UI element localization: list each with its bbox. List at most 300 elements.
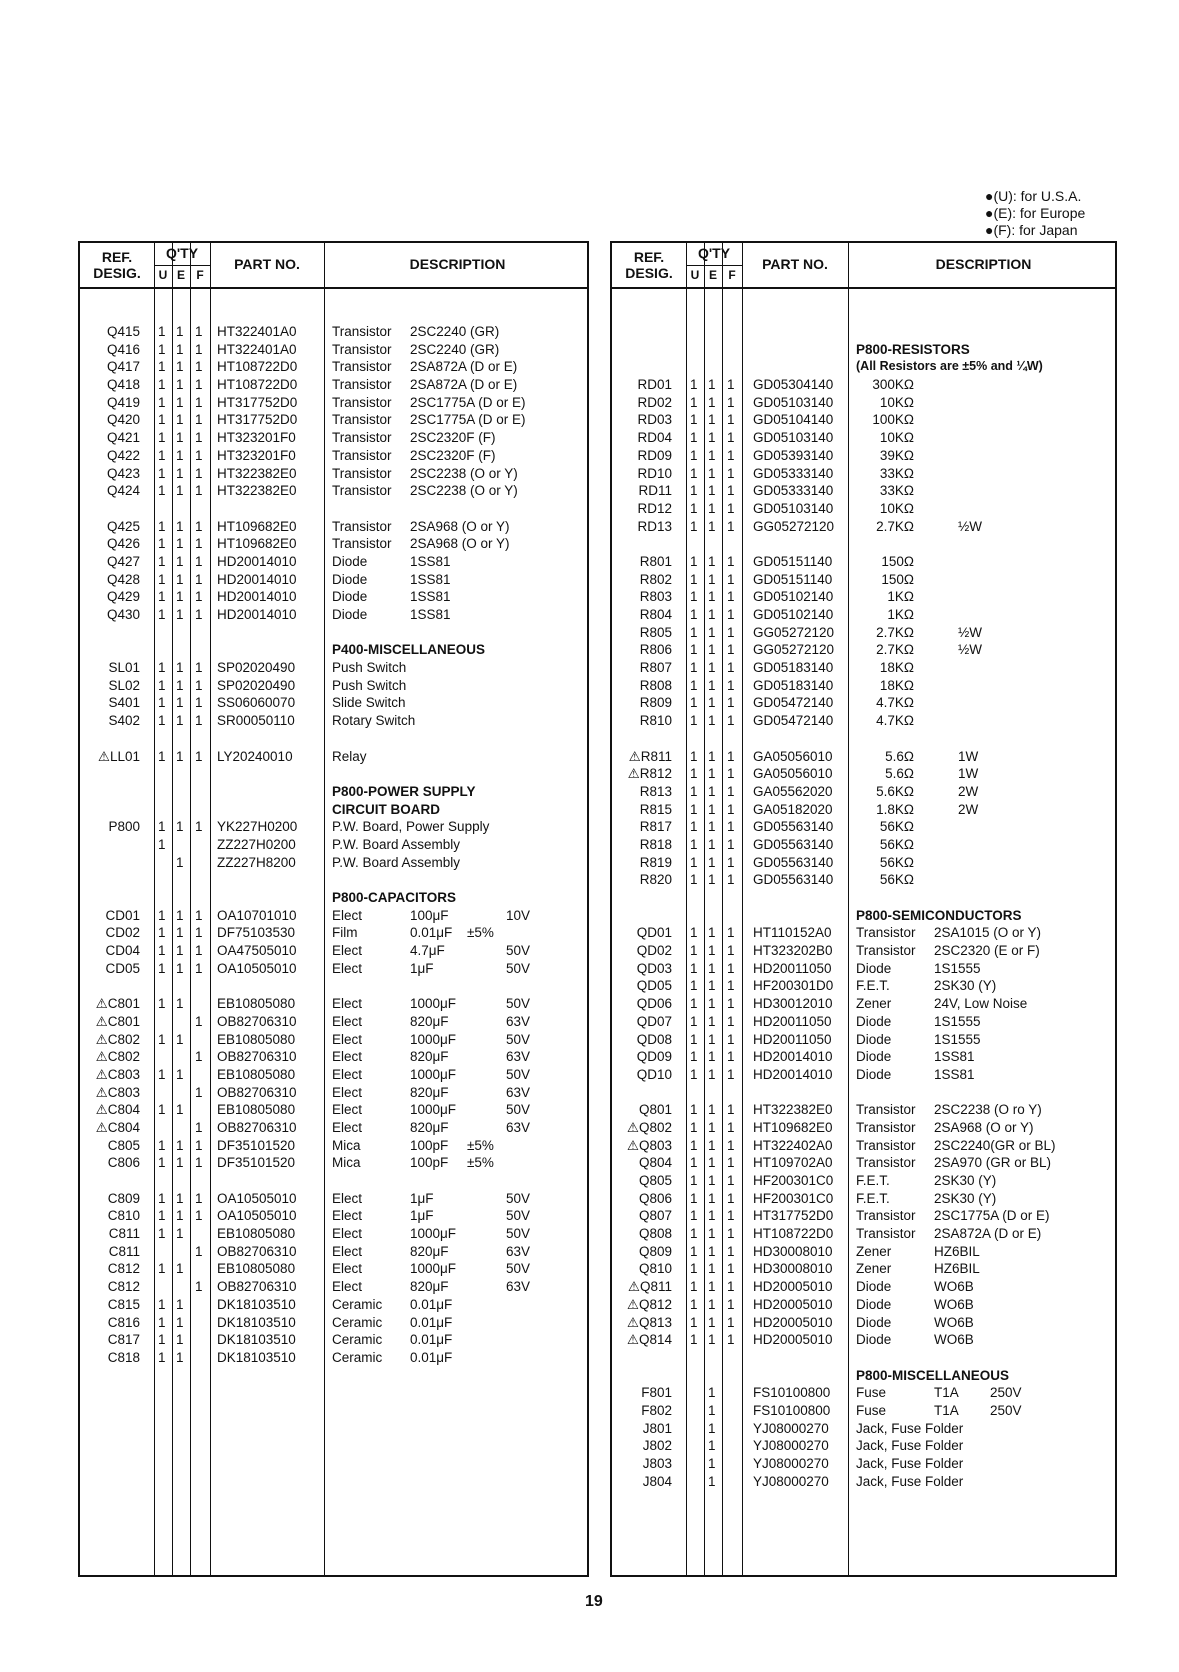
desc-type-cell: 2.7KΩ — [876, 624, 914, 640]
desc-type-cell: Mica — [332, 1137, 361, 1153]
qty-e-cell: 1 — [708, 660, 716, 676]
part-row — [80, 1031, 587, 1049]
header-part-no: PART NO. — [234, 256, 300, 272]
qty-e-cell: 1 — [176, 1137, 184, 1153]
qty-u-cell: 1 — [158, 430, 166, 446]
qty-e-cell: 1 — [176, 996, 184, 1012]
qty-f-cell: 1 — [727, 518, 735, 534]
qty-f-cell: 1 — [727, 854, 735, 870]
desc-type-cell: P.W. Board, Power Supply — [332, 819, 490, 835]
desc-type-cell: Diode — [856, 1279, 892, 1295]
ref-cell: Q423 — [106, 465, 140, 481]
desc-value-cell: 2SA968 (O or Y) — [410, 518, 510, 534]
qty-f-cell: 1 — [195, 1084, 203, 1100]
qty-f-cell: 1 — [727, 836, 735, 852]
desc-type-cell: Elect — [332, 1243, 363, 1259]
desc-type-cell: Diode — [856, 1296, 892, 1312]
ref-cell: RD13 — [637, 518, 672, 534]
desc-type-cell: Transistor — [332, 430, 392, 446]
desc-type-cell: 5.6Ω — [885, 766, 914, 782]
ref-cell: Q807 — [638, 1208, 672, 1224]
part-no-cell: DF35101520 — [217, 1137, 296, 1153]
part-no-cell: EB10805080 — [217, 1066, 296, 1082]
qty-e-cell: 1 — [708, 553, 716, 569]
section-title: P800-MISCELLANEOUS — [856, 1367, 1010, 1383]
desc-type-cell: 33KΩ — [879, 483, 914, 499]
desc-value-cell: 2SK30 (Y) — [934, 1190, 997, 1206]
qty-f-cell: 1 — [195, 483, 203, 499]
qty-u-cell: 1 — [690, 465, 698, 481]
part-row — [612, 836, 1115, 854]
part-no-cell: GD05563140 — [753, 872, 834, 888]
qty-u-cell: 1 — [158, 324, 166, 339]
qty-e-cell: 1 — [176, 430, 184, 446]
ref-cell: C805 — [107, 1137, 140, 1153]
qty-u-cell: 1 — [158, 536, 166, 552]
qty-f-cell: 1 — [195, 819, 203, 835]
desc-type-cell: Diode — [332, 589, 368, 605]
desc-voltage-cell: 63V — [506, 1119, 531, 1135]
ref-cell: R804 — [639, 607, 672, 622]
part-no-cell: FS10100800 — [753, 1385, 831, 1401]
qty-e-cell: 1 — [176, 607, 184, 622]
parts-table-right — [610, 241, 1117, 1577]
part-row — [80, 677, 587, 695]
desc-value-cell: 2SC2238 (O or Y) — [410, 465, 518, 481]
qty-f-cell: 1 — [727, 607, 735, 622]
ref-cell: R817 — [639, 819, 672, 835]
ref-cell: QD03 — [636, 960, 672, 976]
qty-f-cell: 1 — [727, 766, 735, 782]
qty-u-cell: 1 — [158, 1349, 166, 1365]
qty-e-cell: 1 — [708, 960, 716, 976]
desc-type-cell: Diode — [332, 607, 368, 622]
qty-f-cell: 1 — [195, 660, 203, 676]
part-no-cell: HF200301D0 — [753, 978, 834, 994]
qty-f-cell: 1 — [195, 1190, 203, 1206]
desc-type-cell: Jack, Fuse Folder — [856, 1420, 964, 1436]
header-description: DESCRIPTION — [935, 256, 1032, 272]
desc-type-cell: 4.7KΩ — [876, 695, 914, 711]
section-heading — [80, 801, 587, 819]
part-no-cell: OA10505010 — [217, 1190, 297, 1206]
desc-value-cell: 100μF — [410, 907, 449, 923]
section-heading — [80, 889, 587, 907]
desc-voltage-cell: 63V — [506, 1279, 531, 1295]
part-no-cell: DK18103510 — [217, 1332, 296, 1348]
desc-voltage-cell: 63V — [506, 1049, 531, 1065]
ref-cell: J801 — [642, 1420, 672, 1436]
ref-cell: QD06 — [636, 996, 672, 1012]
header-part-no: PART NO. — [762, 256, 828, 272]
part-no-cell: DK18103510 — [217, 1296, 296, 1312]
part-no-cell: EB10805080 — [217, 1261, 296, 1277]
part-no-cell: HD20014010 — [217, 589, 297, 605]
ref-cell: J804 — [642, 1473, 672, 1489]
desc-type-cell: Transistor — [332, 359, 392, 375]
qty-u-cell: 1 — [690, 677, 698, 693]
spacer-row — [612, 1084, 1115, 1102]
qty-f-cell: 1 — [727, 571, 735, 587]
part-row — [612, 712, 1115, 730]
qty-f-cell: 1 — [727, 377, 735, 393]
qty-u-cell: 1 — [690, 766, 698, 782]
desc-value-cell: 0.01μF — [410, 1332, 453, 1348]
qty-e-cell: 1 — [176, 1102, 184, 1118]
part-no-cell: HT322402A0 — [753, 1137, 833, 1153]
qty-e-cell: 1 — [176, 341, 184, 357]
desc-value-cell: 2SA872A (D or E) — [410, 377, 518, 393]
ref-cell: Q425 — [106, 518, 140, 534]
desc-type-cell: Transistor — [332, 341, 392, 357]
part-row — [612, 1013, 1115, 1031]
desc-type-cell: Elect — [332, 1066, 363, 1082]
part-row — [80, 960, 587, 978]
qty-f-cell: 1 — [195, 1013, 203, 1029]
ref-cell: C817 — [107, 1332, 140, 1348]
rows-right — [612, 323, 1115, 1490]
desc-type-cell: Diode — [856, 1314, 892, 1330]
desc-type-cell: Transistor — [332, 447, 392, 463]
desc-value-cell: 1S1555 — [934, 960, 981, 976]
legend-japan: ●(F): for Japan — [985, 222, 1078, 238]
qty-u-cell: 1 — [158, 1190, 166, 1206]
ref-cell: ⚠Q812 — [626, 1296, 672, 1312]
desc-type-cell: Push Switch — [332, 660, 407, 676]
part-row — [612, 854, 1115, 872]
part-no-cell: SS06060070 — [217, 695, 296, 711]
qty-e-cell: 1 — [176, 394, 184, 410]
qty-e-cell: 1 — [176, 536, 184, 552]
part-no-cell: GA05182020 — [753, 801, 833, 817]
desc-type-cell: 56KΩ — [879, 819, 914, 835]
ref-cell: J802 — [642, 1438, 672, 1454]
header-qty: Q'TY — [697, 245, 731, 261]
qty-u-cell: 1 — [158, 607, 166, 622]
desc-value-cell: HZ6BIL — [934, 1243, 980, 1259]
qty-u-cell: 1 — [690, 447, 698, 463]
part-row — [612, 1296, 1115, 1314]
qty-e-cell: 1 — [708, 1243, 716, 1259]
desc-type-cell: 150Ω — [881, 553, 914, 569]
part-row — [612, 411, 1115, 429]
qty-e-cell: 1 — [708, 1102, 716, 1118]
desc-value-cell: 1000μF — [410, 1102, 457, 1118]
qty-f-cell: 1 — [727, 1137, 735, 1153]
qty-f-cell: 1 — [727, 412, 735, 428]
part-no-cell: HD20014010 — [753, 1049, 833, 1065]
ref-cell: J803 — [642, 1456, 672, 1471]
desc-value-cell: 2SC1775A (D or E) — [934, 1208, 1050, 1224]
desc-value-cell: 2SC2240 (GR) — [410, 341, 500, 357]
ref-cell: C806 — [107, 1155, 140, 1171]
desc-type-cell: Jack, Fuse Folder — [856, 1438, 964, 1454]
qty-u-cell: 1 — [158, 553, 166, 569]
qty-u-cell: 1 — [690, 518, 698, 534]
qty-u-cell: 1 — [690, 1155, 698, 1171]
ref-cell: CD04 — [105, 943, 140, 959]
part-row — [612, 1225, 1115, 1243]
part-no-cell: GA05562020 — [753, 783, 833, 799]
desc-value-cell: 2SA968 (O or Y) — [934, 1119, 1034, 1135]
qty-u-cell: 1 — [690, 713, 698, 729]
part-row — [80, 1260, 587, 1278]
ref-cell: Q420 — [106, 412, 140, 428]
desc-type-cell: 56KΩ — [879, 836, 914, 852]
qty-u-cell: 1 — [690, 624, 698, 640]
part-no-cell: OB82706310 — [217, 1013, 297, 1029]
qty-u-cell: 1 — [690, 1261, 698, 1277]
qty-f-cell: 1 — [727, 447, 735, 463]
part-row — [612, 376, 1115, 394]
ref-cell: QD08 — [636, 1031, 672, 1047]
desc-type-cell: Zener — [856, 1243, 892, 1259]
desc-value-cell: WO6B — [934, 1296, 974, 1312]
part-no-cell: GD05151140 — [753, 553, 833, 569]
qty-u-cell: 1 — [158, 748, 166, 764]
part-no-cell: HD20014010 — [753, 1066, 833, 1082]
qty-e-cell: 1 — [708, 589, 716, 605]
header-f: F — [196, 268, 204, 282]
desc-voltage-cell: 50V — [506, 1190, 531, 1206]
qty-e-cell: 1 — [708, 1314, 716, 1330]
qty-f-cell: 1 — [727, 1190, 735, 1206]
desc-type-cell: Diode — [856, 960, 892, 976]
part-no-cell: GD05563140 — [753, 819, 834, 835]
section-title: P400-MISCELLANEOUS — [332, 642, 486, 658]
part-no-cell: GD05102140 — [753, 589, 834, 605]
ref-cell: RD12 — [637, 500, 672, 516]
desc-voltage-cell: 50V — [506, 1031, 531, 1047]
qty-f-cell: 1 — [195, 412, 203, 428]
ref-cell: ⚠Q802 — [626, 1119, 672, 1135]
desc-type-cell: Transistor — [856, 1102, 916, 1118]
qty-u-cell: 1 — [158, 341, 166, 357]
part-row — [612, 1331, 1115, 1349]
qty-u-cell: 1 — [158, 943, 166, 959]
qty-u-cell: 1 — [158, 713, 166, 729]
desc-type-cell: Transistor — [332, 324, 392, 339]
qty-u-cell: 1 — [690, 1119, 698, 1135]
qty-f-cell: 1 — [727, 1314, 735, 1330]
qty-f-cell: 1 — [195, 1243, 203, 1259]
desc-value-cell: HZ6BIL — [934, 1261, 980, 1277]
spacer-row — [80, 871, 587, 889]
desc-value-cell: 1000μF — [410, 996, 457, 1012]
parts-table-left — [78, 241, 589, 1577]
spacer-row — [80, 1172, 587, 1190]
qty-u-cell: 1 — [158, 394, 166, 410]
page-number: 19 — [585, 1593, 603, 1610]
ref-cell: Q427 — [106, 553, 140, 569]
qty-u-cell: 1 — [690, 1013, 698, 1029]
qty-e-cell: 1 — [708, 1066, 716, 1082]
ref-cell: QD09 — [636, 1049, 672, 1065]
part-no-cell: GG05272120 — [753, 624, 835, 640]
desc-type-cell: Transistor — [332, 483, 392, 499]
qty-e-cell: 1 — [708, 377, 716, 393]
part-row — [80, 818, 587, 836]
desc-voltage-cell: 50V — [506, 996, 531, 1012]
desc-value-cell: 820μF — [410, 1279, 449, 1295]
desc-type-cell: Elect — [332, 1279, 363, 1295]
qty-f-cell: 1 — [727, 713, 735, 729]
ref-cell: ⚠C802 — [95, 1031, 140, 1047]
qty-e-cell: 1 — [708, 1296, 716, 1312]
qty-e-cell: 1 — [176, 571, 184, 587]
qty-u-cell: 1 — [690, 960, 698, 976]
ref-cell: ⚠C802 — [95, 1049, 140, 1065]
part-no-cell: ZZ227H8200 — [217, 854, 296, 870]
desc-value-cell: 2SA968 (O or Y) — [410, 536, 510, 552]
desc-value-cell: 2SA872A (D or E) — [934, 1226, 1042, 1242]
desc-value-cell: 2SC1775A (D or E) — [410, 394, 526, 410]
ref-cell: Q426 — [106, 536, 140, 552]
qty-u-cell: 1 — [690, 607, 698, 622]
ref-cell: QD07 — [636, 1013, 672, 1029]
desc-type-cell: Elect — [332, 996, 363, 1012]
qty-f-cell: 1 — [727, 500, 735, 516]
qty-u-cell: 1 — [690, 925, 698, 941]
desc-type-cell: Transistor — [856, 925, 916, 941]
qty-u-cell: 1 — [158, 836, 166, 852]
qty-e-cell: 1 — [708, 1385, 716, 1401]
qty-e-cell: 1 — [708, 642, 716, 658]
part-no-cell: HD20014010 — [217, 553, 297, 569]
qty-f-cell: 1 — [195, 518, 203, 534]
part-row — [612, 447, 1115, 465]
qty-e-cell: 1 — [708, 1208, 716, 1224]
ref-cell: Q806 — [638, 1190, 672, 1206]
qty-u-cell: 1 — [690, 1296, 698, 1312]
qty-u-cell: 1 — [158, 1296, 166, 1312]
qty-e-cell: 1 — [176, 960, 184, 976]
qty-u-cell: 1 — [158, 1031, 166, 1047]
part-row — [612, 995, 1115, 1013]
desc-type-cell: 100KΩ — [872, 412, 914, 428]
desc-type-cell: 1KΩ — [887, 607, 914, 622]
part-row — [612, 1137, 1115, 1155]
part-no-cell: OB82706310 — [217, 1243, 297, 1259]
qty-f-cell: 1 — [727, 1066, 735, 1082]
desc-type-cell: 39KΩ — [879, 447, 914, 463]
part-row — [612, 1260, 1115, 1278]
desc-type-cell: 2.7KΩ — [876, 518, 914, 534]
ref-cell: QD10 — [636, 1066, 672, 1082]
part-row — [612, 1402, 1115, 1420]
part-row — [80, 341, 587, 359]
part-row — [612, 1384, 1115, 1402]
qty-e-cell: 1 — [708, 1420, 716, 1436]
qty-f-cell: 1 — [195, 925, 203, 941]
ref-cell: Q416 — [106, 341, 140, 357]
part-row — [80, 1278, 587, 1296]
qty-e-cell: 1 — [708, 872, 716, 888]
desc-type-cell: Ceramic — [332, 1349, 383, 1365]
part-no-cell: HT108722D0 — [217, 359, 298, 375]
ref-cell: QD01 — [636, 925, 672, 941]
spacer-row — [612, 889, 1115, 907]
part-row — [80, 1296, 587, 1314]
section-title: P800-SEMICONDUCTORS — [856, 907, 1022, 923]
desc-value-cell: 820μF — [410, 1119, 449, 1135]
part-row — [612, 783, 1115, 801]
ref-cell: RD03 — [637, 412, 672, 428]
qty-f-cell: 1 — [727, 943, 735, 959]
part-row — [612, 977, 1115, 995]
header-description: DESCRIPTION — [409, 256, 506, 272]
desc-voltage-cell: 63V — [506, 1013, 531, 1029]
header-u: U — [158, 268, 168, 282]
qty-f-cell: 1 — [195, 571, 203, 587]
section-heading — [612, 341, 1115, 359]
ref-cell: Q429 — [106, 589, 140, 605]
qty-e-cell: 1 — [708, 819, 716, 835]
qty-e-cell: 1 — [176, 925, 184, 941]
ref-cell: ⚠C801 — [95, 996, 140, 1012]
desc-value-cell: 2SC2238 (O or Y) — [410, 483, 518, 499]
desc-value-cell: WO6B — [934, 1332, 974, 1348]
ref-cell: QD05 — [636, 978, 672, 994]
desc-value-cell: 2SC2240(GR or BL) — [934, 1137, 1056, 1153]
section-heading — [612, 907, 1115, 925]
desc-value-cell: 0.01μF — [410, 1314, 453, 1330]
desc-type-cell: Transistor — [856, 1155, 916, 1171]
desc-tolerance-cell: 250V — [990, 1385, 1022, 1401]
qty-f-cell: 1 — [195, 1279, 203, 1295]
ref-cell: Q804 — [638, 1155, 672, 1171]
desc-type-cell: Push Switch — [332, 677, 407, 693]
part-row — [80, 411, 587, 429]
qty-f-cell: 1 — [195, 394, 203, 410]
part-row — [612, 482, 1115, 500]
desc-value-cell: 1SS81 — [410, 553, 451, 569]
spacer-row — [80, 730, 587, 748]
qty-u-cell: 1 — [690, 1173, 698, 1188]
part-row — [612, 429, 1115, 447]
qty-u-cell: 1 — [690, 500, 698, 516]
ref-cell: ⚠C801 — [95, 1013, 140, 1029]
qty-e-cell: 1 — [176, 1314, 184, 1330]
desc-type-cell: Fuse — [856, 1385, 887, 1401]
desc-type-cell: F.E.T. — [856, 1173, 890, 1188]
ref-cell: Q415 — [106, 324, 140, 339]
qty-e-cell: 1 — [708, 1261, 716, 1277]
qty-f-cell: 1 — [727, 1031, 735, 1047]
ref-cell: ⚠C804 — [95, 1119, 140, 1135]
desc-type-cell: Elect — [332, 943, 363, 959]
qty-e-cell: 1 — [176, 1349, 184, 1365]
ref-cell: R818 — [639, 836, 672, 852]
qty-f-cell: 1 — [195, 1155, 203, 1171]
desc-value-cell: 1000μF — [410, 1261, 457, 1277]
qty-f-cell: 1 — [727, 1332, 735, 1348]
spacer-row — [80, 624, 587, 642]
section-note — [612, 358, 1115, 376]
part-no-cell: GD05333140 — [753, 465, 834, 481]
qty-e-cell: 1 — [708, 1173, 716, 1188]
section-heading — [80, 783, 587, 801]
desc-value-cell: 2W — [958, 783, 979, 799]
qty-u-cell: 1 — [690, 1066, 698, 1082]
desc-type-cell: Rotary Switch — [332, 713, 416, 729]
qty-u-cell: 1 — [690, 978, 698, 994]
ref-cell: R820 — [639, 872, 672, 888]
section-title: CIRCUIT BOARD — [332, 801, 440, 817]
qty-u-cell: 1 — [158, 465, 166, 481]
part-no-cell: HT322401A0 — [217, 324, 297, 339]
section-heading — [612, 1367, 1115, 1385]
